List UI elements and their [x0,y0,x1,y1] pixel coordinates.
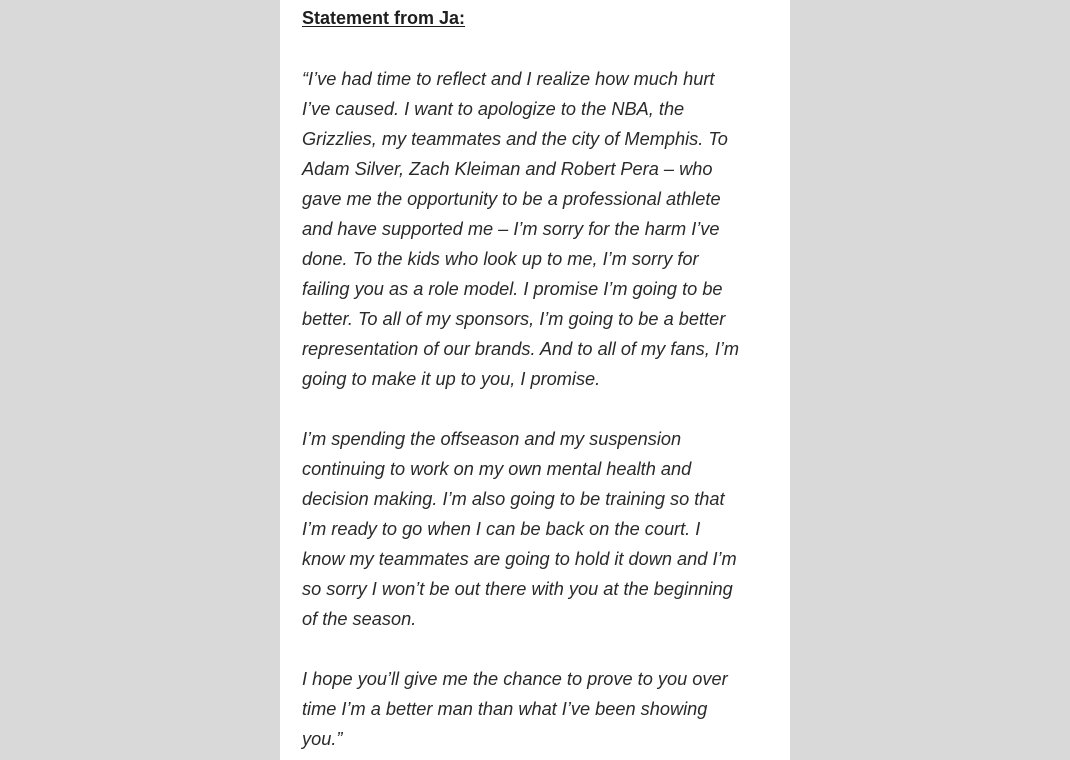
text-line: Adam Silver, Zach Kleiman and Robert Pera – who [302,159,713,179]
statement-paragraph-3 [302,664,772,754]
text-line: gave me the opportunity to be a professional athlete [302,189,721,209]
text-line: time I’m a better man than what I’ve been showing [302,699,708,719]
text-line: of the season. [302,609,417,629]
text-line: decision making. I’m also going to be training so that [302,489,725,509]
text-line: failing you as a role model. I promise I’m going to be [302,279,723,299]
text-line: continuing to work on my own mental health and [302,459,692,479]
text-line: I’m ready to go when I can be back on the court. I [302,519,701,539]
text-line: I’ve caused. I want to apologize to the NBA, the [302,99,685,119]
text-line: representation of our brands. And to all of my fans, I’m [302,339,740,359]
text-line: “I’ve had time to reflect and I realize how much hurt [302,69,715,89]
document-page [280,0,790,760]
text-line: going to make it up to you, I promise. [302,369,601,389]
text-line: and have supported me – I’m sorry for the harm I’ve [302,219,720,239]
statement-paragraph-2 [302,424,772,634]
text-line: I’m spending the offseason and my suspension [302,429,682,449]
text-line: I hope you’ll give me the chance to prove to you over [302,669,728,689]
statement-title: Statement from Ja: [302,8,466,28]
text-line: better. To all of my sponsors, I’m going to be a better [302,309,726,329]
text-line: you.” [302,729,343,749]
text-line: done. To the kids who look up to me, I’m sorry for [302,249,699,269]
text-line: Grizzlies, my teammates and the city of Memphis. To [302,129,728,149]
text-line: so sorry I won’t be out there with you at the beginning [302,579,733,599]
statement-paragraph-1 [302,64,772,394]
text-line: know my teammates are going to hold it down and I’m [302,549,737,569]
